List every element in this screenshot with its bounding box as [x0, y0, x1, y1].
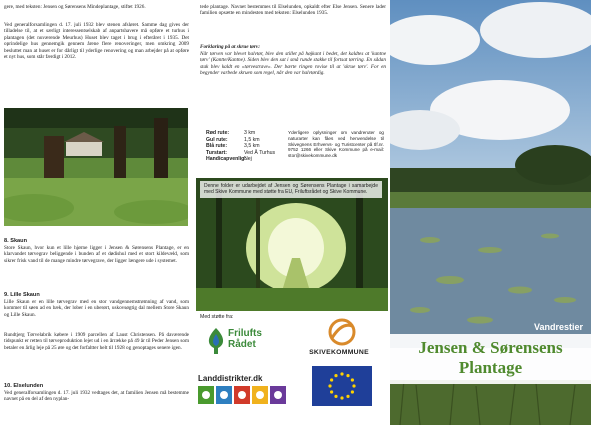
skive-emblem-icon: [326, 318, 358, 346]
eu-star: [334, 395, 337, 398]
extra-text: Rundtjerg Tørvelabrik købere i 1909 parcellen af Laust Christensen. På daværende tidspunkt er retten til tørveproduktion lejet ud i en årrække på 49 år til Peder Jensen som betaler en årlig leje på 25 øre og det forfaltter helt til 1928 og genoptages senere igen.: [4, 332, 189, 351]
skive-kommune-logo: [296, 318, 382, 362]
route-label: Blå rute:: [206, 143, 228, 150]
section-8-text: Store Skaun, hvor kun et lille hjørne ligger i Jensen & Sørensens Plantage, er en klarvandet tørvegrav beliggende i bunden af et dødishul med et stort kildevæld, som sikrer frisk vand til de mange mindre tørvegrave, der ligger længere ude i systemet.: [4, 245, 189, 264]
left-panel: [0, 0, 193, 425]
route-list: [206, 130, 286, 163]
forest-path-photo: [196, 178, 388, 311]
cover-panel: [390, 0, 591, 425]
cover-title-line-2: Plantage: [458, 358, 523, 377]
section-8-heading: 8. Skaun: [4, 238, 28, 244]
elselunden-text: tede plantage. Navnet bestemmes til Elselunden, opkaldt efter Else Jensen. Senere lader familien opsætte en mindesten med teksten: Elselunden 1935.: [200, 4, 386, 17]
landdistrikter-name: Landdistrikter.dk: [198, 374, 263, 383]
rules-text: Når tørven var blevet halvtør, blev den stillet på højkant i bedet, det kaldtes at 'kantne tørv' (Kantte/Kantne). Siden blev den sat i små runde stakke til fortsat tørring. En sådan stak blev kaldt en »tørvestrave«. Der bærte ringen rovise til at 'skrue tørv'. For en begynder varbede skruen som regel, når den var halvtørdig.: [200, 51, 386, 77]
eu-star: [328, 384, 331, 387]
route-row: [206, 150, 286, 157]
eu-stars-icon: [312, 366, 372, 406]
eu-flag: [312, 366, 372, 406]
middle-panel: [196, 0, 388, 425]
intro-text: gere, med teksten: Jensen og Sørensens Mindeplantage, stiftet 1926.: [4, 4, 146, 10]
contact-text: Yderligere oplysninger om vandreruter og naturarter kan fåes ved henvendelse til Skivegnens Erhvervs- og Turistcenter på tlf.nr. 9752 1266 eller Skive Kommune på e-mail: stor@skivekommune.dk: [288, 130, 384, 159]
route-value: Ved Å Turhus: [244, 149, 276, 156]
route-label: Rød rute:: [206, 130, 230, 136]
landdistrikter-logo: [198, 374, 288, 414]
route-label: Turstart:: [206, 149, 227, 156]
title-band: [390, 334, 591, 384]
eu-star: [346, 374, 349, 377]
route-row: [206, 130, 286, 137]
eu-star: [330, 378, 333, 381]
history-text: Ved generalforsamlingen d. 17. juli 1932 blev stenen afsløret. Samme dag gives der tilladelse til, at et særligt interessentselskab af anpartshavere må opføre et turhus i plantagen (det nuværende Meurhus) Huset blev taget i brug i efteråret i 1935. Det oprindelige hus gennemgik gennem årene flere renoveringer, men omkring 2009 besluttet man at huset er for dårligt til yderlige renovering og man arbejder på at opføre et nyt hus, som står færdigt i 2012.: [4, 22, 189, 61]
route-label: Gul rute:: [206, 136, 228, 143]
friluft-word-1: Frilufts: [228, 328, 262, 339]
section-10-text: Ved generalforsamlingen d. 17. juli 1932 vedtages det, at familien Jensen må bestemme navnet på en del af den nyplan-: [4, 390, 189, 403]
friluft-word-2: Rådet: [228, 339, 256, 350]
section-9-heading: 9. Lille Skaun: [4, 292, 40, 298]
cover-subtitle-text: Vandrestier: [533, 322, 583, 332]
house-photo: [4, 108, 188, 226]
route-label: Handicapvenlig:: [206, 156, 247, 163]
skive-kommune-name: SKIVEKOMMUNE: [309, 349, 369, 356]
eu-star: [351, 390, 354, 393]
eu-star: [334, 374, 337, 377]
eu-star: [352, 384, 355, 387]
eu-star: [351, 378, 354, 381]
route-value: Nej: [244, 156, 252, 163]
tree-icon: [204, 326, 228, 356]
cover-title-line-1: Jensen & Sørensens: [418, 338, 563, 357]
eu-star: [346, 395, 349, 398]
route-row: [206, 156, 286, 163]
rules-title: Forklaring på at skrue tørv:: [200, 44, 260, 50]
route-value: 1,5 km: [244, 136, 260, 143]
eu-star: [340, 396, 343, 399]
route-row: [206, 143, 286, 150]
cover-subtitle: [390, 322, 591, 332]
route-value: 3 km: [244, 130, 256, 136]
section-10-heading: 10. Elselunden: [4, 383, 44, 389]
section-9-text: Lille Skaun er en lille tørvegrav med en stor vandgennemstrømning af vand, som kommer til søen ad en bæk, der lober i en uberørt, uskovsøgtig dal mellem Store Skaun og Lille Skaun.: [4, 299, 189, 318]
support-label: Med støtte fra:: [200, 314, 234, 320]
landdistrikter-tiles-icon: [198, 386, 286, 406]
funding-box: [200, 181, 382, 198]
eu-star: [330, 390, 333, 393]
funding-text: Denne folder er udarbejdet af Jensen og Sørensens Plantage i samarbejde med Skive Kommune med støtte fra EU, Friluftsrådet og Skive Kommune.: [204, 183, 378, 196]
friluftsraadet-logo: [204, 322, 284, 362]
eu-star: [340, 372, 343, 375]
route-value: 3,5 km: [244, 143, 260, 150]
